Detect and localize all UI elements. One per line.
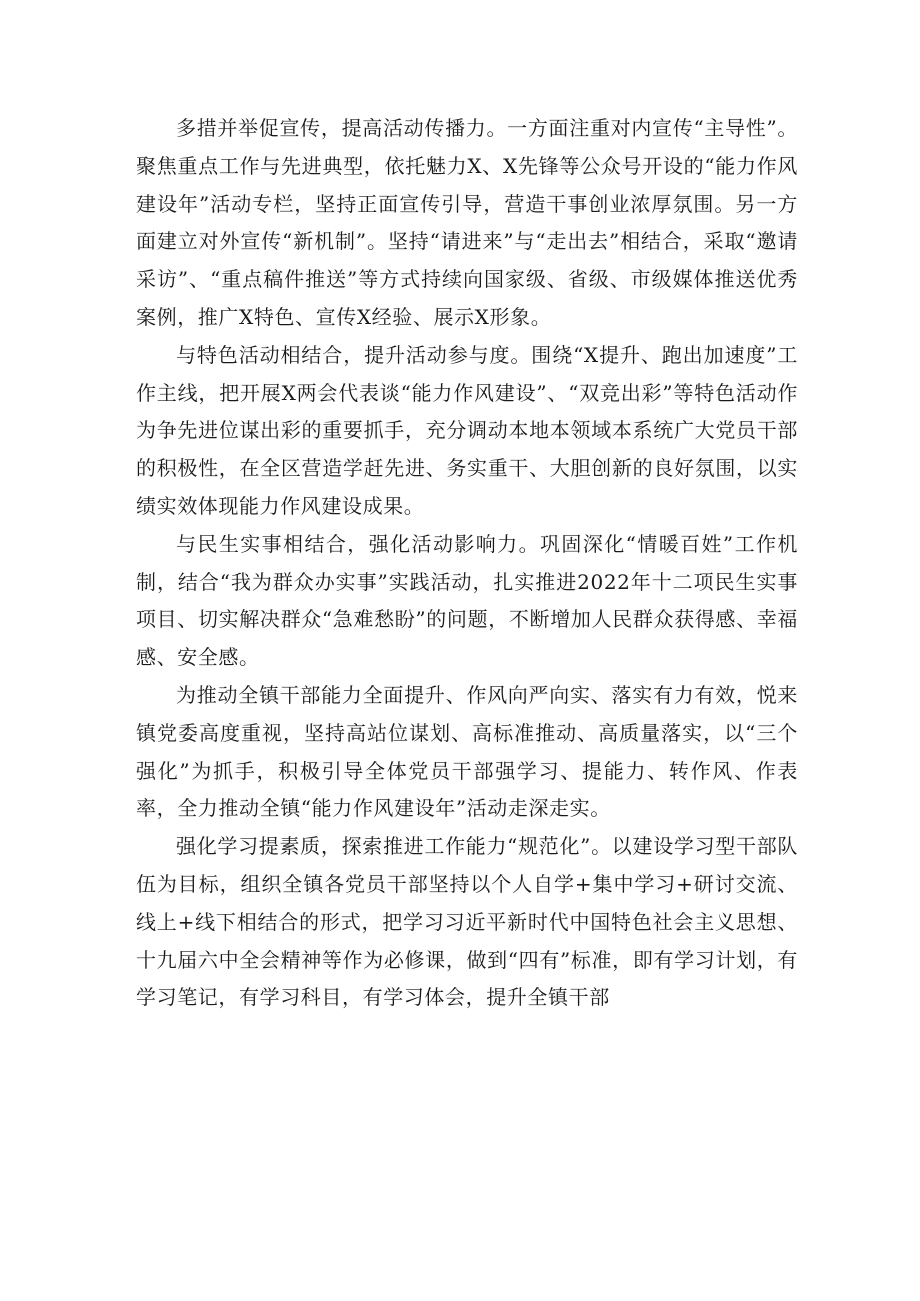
document-body (136, 110, 798, 1017)
paragraph-study: 强化学习提素质，探索推进工作能力“规范化”。以建设学习型干部队伍为目标，组织全镇各党员干部坚持以个人自学+集中学习+研讨交流、线上+线下相结合的形式，把学习习近平新时代中国特色社会主义思想、十九届六中全会精神等作为必修课，做到“四有”标准，即有学习计划，有学习笔记，有学习科目，有学习体会，提升全镇干部 (136, 834, 798, 1010)
paragraph-livelihood: 与民生实事相结合，强化活动影响力。巩固深化“情暖百姓”工作机制，结合“我为群众办实事”实践活动，扎实推进2022年十二项民生实事项目、切实解决群众“急难愁盼”的问题，不断增加人民群众获得感、幸福感、安全感。 (136, 531, 798, 670)
paragraph-featured-activities: 与特色活动相结合，提升活动参与度。围绕“X提升、跑出加速度”工作主线，把开展X两会代表谈“能力作风建设”、“双竞出彩”等特色活动作为争先进位谋出彩的重要抓手，充分调动本地本领域本系统广大党员干部的积极性，在全区营造学赶先进、务实重干、大胆创新的良好氛围，以实绩实效体现能力作风建设成果。 (136, 342, 798, 518)
paragraph-town-overview: 为推动全镇干部能力全面提升、作风向严向实、落实有力有效，悦来镇党委高度重视，坚持高站位谋划、高标准推动、高质量落实，以“三个强化”为抓手，积极引导全体党员干部强学习、提能力、转作风、作表率，全力推动全镇“能力作风建设年”活动走深走实。 (136, 682, 798, 821)
paragraph-publicity: 多措并举促宣传，提高活动传播力。一方面注重对内宣传“主导性”。聚焦重点工作与先进典型，依托魅力X、X先锋等公众号开设的“能力作风建设年”活动专栏，坚持正面宣传引导，营造干事创业浓厚氛围。另一方面建立对外宣传“新机制”。坚持“请进来”与“走出去”相结合，采取“邀请采访”、“重点稿件推送”等方式持续向国家级、省级、市级媒体推送优秀案例，推广X特色、宣传X经验、展示X形象。 (136, 116, 798, 329)
